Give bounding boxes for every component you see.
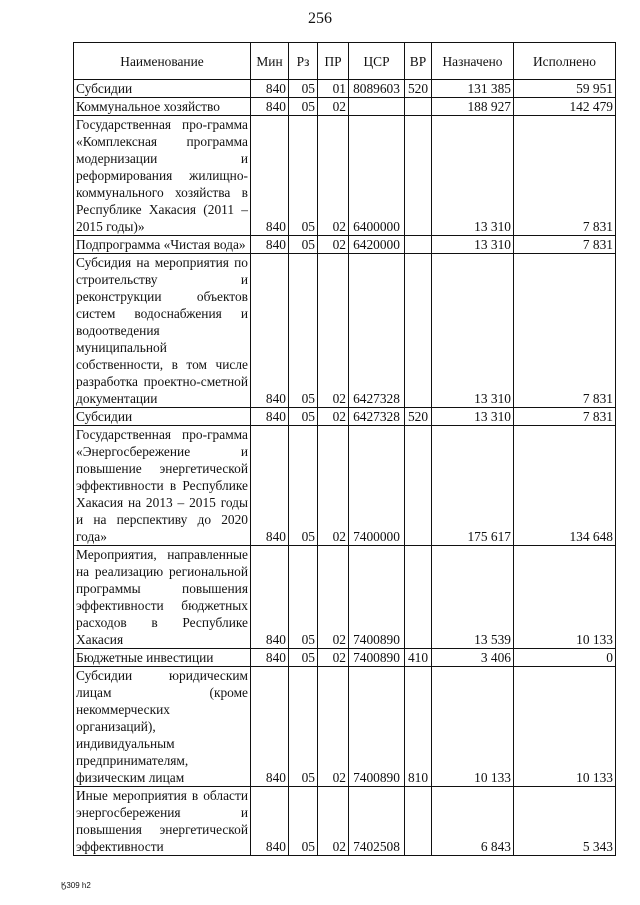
table-header-row	[74, 43, 616, 80]
cell-min: 840	[251, 254, 289, 408]
cell-csr: 7400890	[349, 649, 405, 667]
cell-csr: 6427328	[349, 254, 405, 408]
cell-assigned: 131 385	[432, 80, 514, 98]
cell-executed: 7 831	[514, 408, 616, 426]
table-row	[74, 98, 616, 116]
header-rz: Рз	[289, 43, 318, 80]
table-row	[74, 408, 616, 426]
cell-executed: 10 133	[514, 667, 616, 787]
cell-executed: 5 343	[514, 787, 616, 856]
cell-executed: 0	[514, 649, 616, 667]
cell-executed: 59 951	[514, 80, 616, 98]
cell-vr: 810	[405, 667, 432, 787]
cell-min: 840	[251, 98, 289, 116]
header-min: Мин	[251, 43, 289, 80]
cell-rz: 05	[289, 98, 318, 116]
cell-vr: 520	[405, 80, 432, 98]
cell-rz: 05	[289, 236, 318, 254]
cell-min: 840	[251, 116, 289, 236]
cell-executed: 134 648	[514, 426, 616, 546]
cell-name: Иные мероприятия в области энергосбережения и повышения энергетической эффективности	[74, 787, 251, 856]
cell-executed: 10 133	[514, 546, 616, 649]
cell-csr: 8089603	[349, 80, 405, 98]
cell-min: 840	[251, 649, 289, 667]
cell-vr	[405, 787, 432, 856]
cell-name: Субсидии	[74, 408, 251, 426]
cell-vr	[405, 98, 432, 116]
cell-executed: 7 831	[514, 254, 616, 408]
table-row	[74, 80, 616, 98]
cell-rz: 05	[289, 426, 318, 546]
footer-code: Ӄ309 h2	[61, 881, 91, 890]
table-row	[74, 426, 616, 546]
cell-vr	[405, 116, 432, 236]
cell-csr: 7400890	[349, 546, 405, 649]
cell-executed: 142 479	[514, 98, 616, 116]
cell-rz: 05	[289, 116, 318, 236]
cell-min: 840	[251, 546, 289, 649]
cell-csr: 7402508	[349, 787, 405, 856]
cell-assigned: 6 843	[432, 787, 514, 856]
cell-min: 840	[251, 787, 289, 856]
cell-rz: 05	[289, 546, 318, 649]
cell-csr: 6400000	[349, 116, 405, 236]
header-pr: ПР	[318, 43, 349, 80]
cell-min: 840	[251, 408, 289, 426]
cell-min: 840	[251, 80, 289, 98]
page-number: 256	[308, 10, 332, 27]
cell-min: 840	[251, 236, 289, 254]
cell-name: Бюджетные инвестиции	[74, 649, 251, 667]
cell-assigned: 188 927	[432, 98, 514, 116]
cell-assigned: 13 310	[432, 408, 514, 426]
header-vr: ВР	[405, 43, 432, 80]
table-row	[74, 649, 616, 667]
cell-vr: 410	[405, 649, 432, 667]
cell-pr: 02	[318, 116, 349, 236]
cell-name: Подпрограмма «Чистая вода»	[74, 236, 251, 254]
cell-assigned: 13 310	[432, 236, 514, 254]
cell-assigned: 175 617	[432, 426, 514, 546]
cell-pr: 02	[318, 787, 349, 856]
cell-vr	[405, 546, 432, 649]
cell-assigned: 13 310	[432, 116, 514, 236]
cell-min: 840	[251, 426, 289, 546]
cell-executed: 7 831	[514, 236, 616, 254]
cell-vr	[405, 426, 432, 546]
cell-assigned: 3 406	[432, 649, 514, 667]
cell-pr: 02	[318, 649, 349, 667]
table-row	[74, 667, 616, 787]
cell-pr: 01	[318, 80, 349, 98]
header-name: Наименование	[74, 43, 251, 80]
cell-csr	[349, 98, 405, 116]
cell-csr: 6427328	[349, 408, 405, 426]
cell-pr: 02	[318, 667, 349, 787]
cell-name: Государственная про-грамма «Энергосбережение и повышение энергетической эффективности в Республике Хакасия на 2013 – 2015 годы и на перспективу до 2020 года»	[74, 426, 251, 546]
cell-rz: 05	[289, 254, 318, 408]
cell-name: Государственная про-грамма «Комплексная программа модернизации и реформирования жилищно-коммунального хозяйства в Республике Хакасия (2011 – 2015 годы)»	[74, 116, 251, 236]
cell-assigned: 13 310	[432, 254, 514, 408]
cell-rz: 05	[289, 649, 318, 667]
cell-vr: 520	[405, 408, 432, 426]
cell-pr: 02	[318, 98, 349, 116]
table-row	[74, 116, 616, 236]
cell-rz: 05	[289, 408, 318, 426]
cell-executed: 7 831	[514, 116, 616, 236]
table-row	[74, 254, 616, 408]
cell-csr: 7400000	[349, 426, 405, 546]
cell-name: Субсидии юридическим лицам (кроме некоммерческих организаций), индивидуальным предпринимателям, физическим лицам	[74, 667, 251, 787]
cell-pr: 02	[318, 408, 349, 426]
cell-name: Коммунальное хозяйство	[74, 98, 251, 116]
cell-pr: 02	[318, 236, 349, 254]
cell-rz: 05	[289, 80, 318, 98]
cell-name: Субсидии	[74, 80, 251, 98]
cell-assigned: 10 133	[432, 667, 514, 787]
cell-rz: 05	[289, 667, 318, 787]
header-executed: Исполнено	[514, 43, 616, 80]
budget-table	[73, 42, 616, 856]
header-assigned: Назначено	[432, 43, 514, 80]
cell-name: Мероприятия, направленные на реализацию региональной программы повышения эффективности бюджетных расходов в Республике Хакасия	[74, 546, 251, 649]
table-row	[74, 787, 616, 856]
table-body	[74, 80, 616, 856]
cell-pr: 02	[318, 426, 349, 546]
cell-min: 840	[251, 667, 289, 787]
cell-rz: 05	[289, 787, 318, 856]
cell-vr	[405, 236, 432, 254]
table-row	[74, 546, 616, 649]
cell-assigned: 13 539	[432, 546, 514, 649]
cell-pr: 02	[318, 254, 349, 408]
cell-csr: 7400890	[349, 667, 405, 787]
cell-name: Субсидия на мероприятия по строительству и реконструкции объектов систем водоснабжения и водоотведения муниципальной собственности, в том числе разработка проектно-сметной документации	[74, 254, 251, 408]
table-row	[74, 236, 616, 254]
cell-vr	[405, 254, 432, 408]
header-csr: ЦСР	[349, 43, 405, 80]
cell-csr: 6420000	[349, 236, 405, 254]
cell-pr: 02	[318, 546, 349, 649]
